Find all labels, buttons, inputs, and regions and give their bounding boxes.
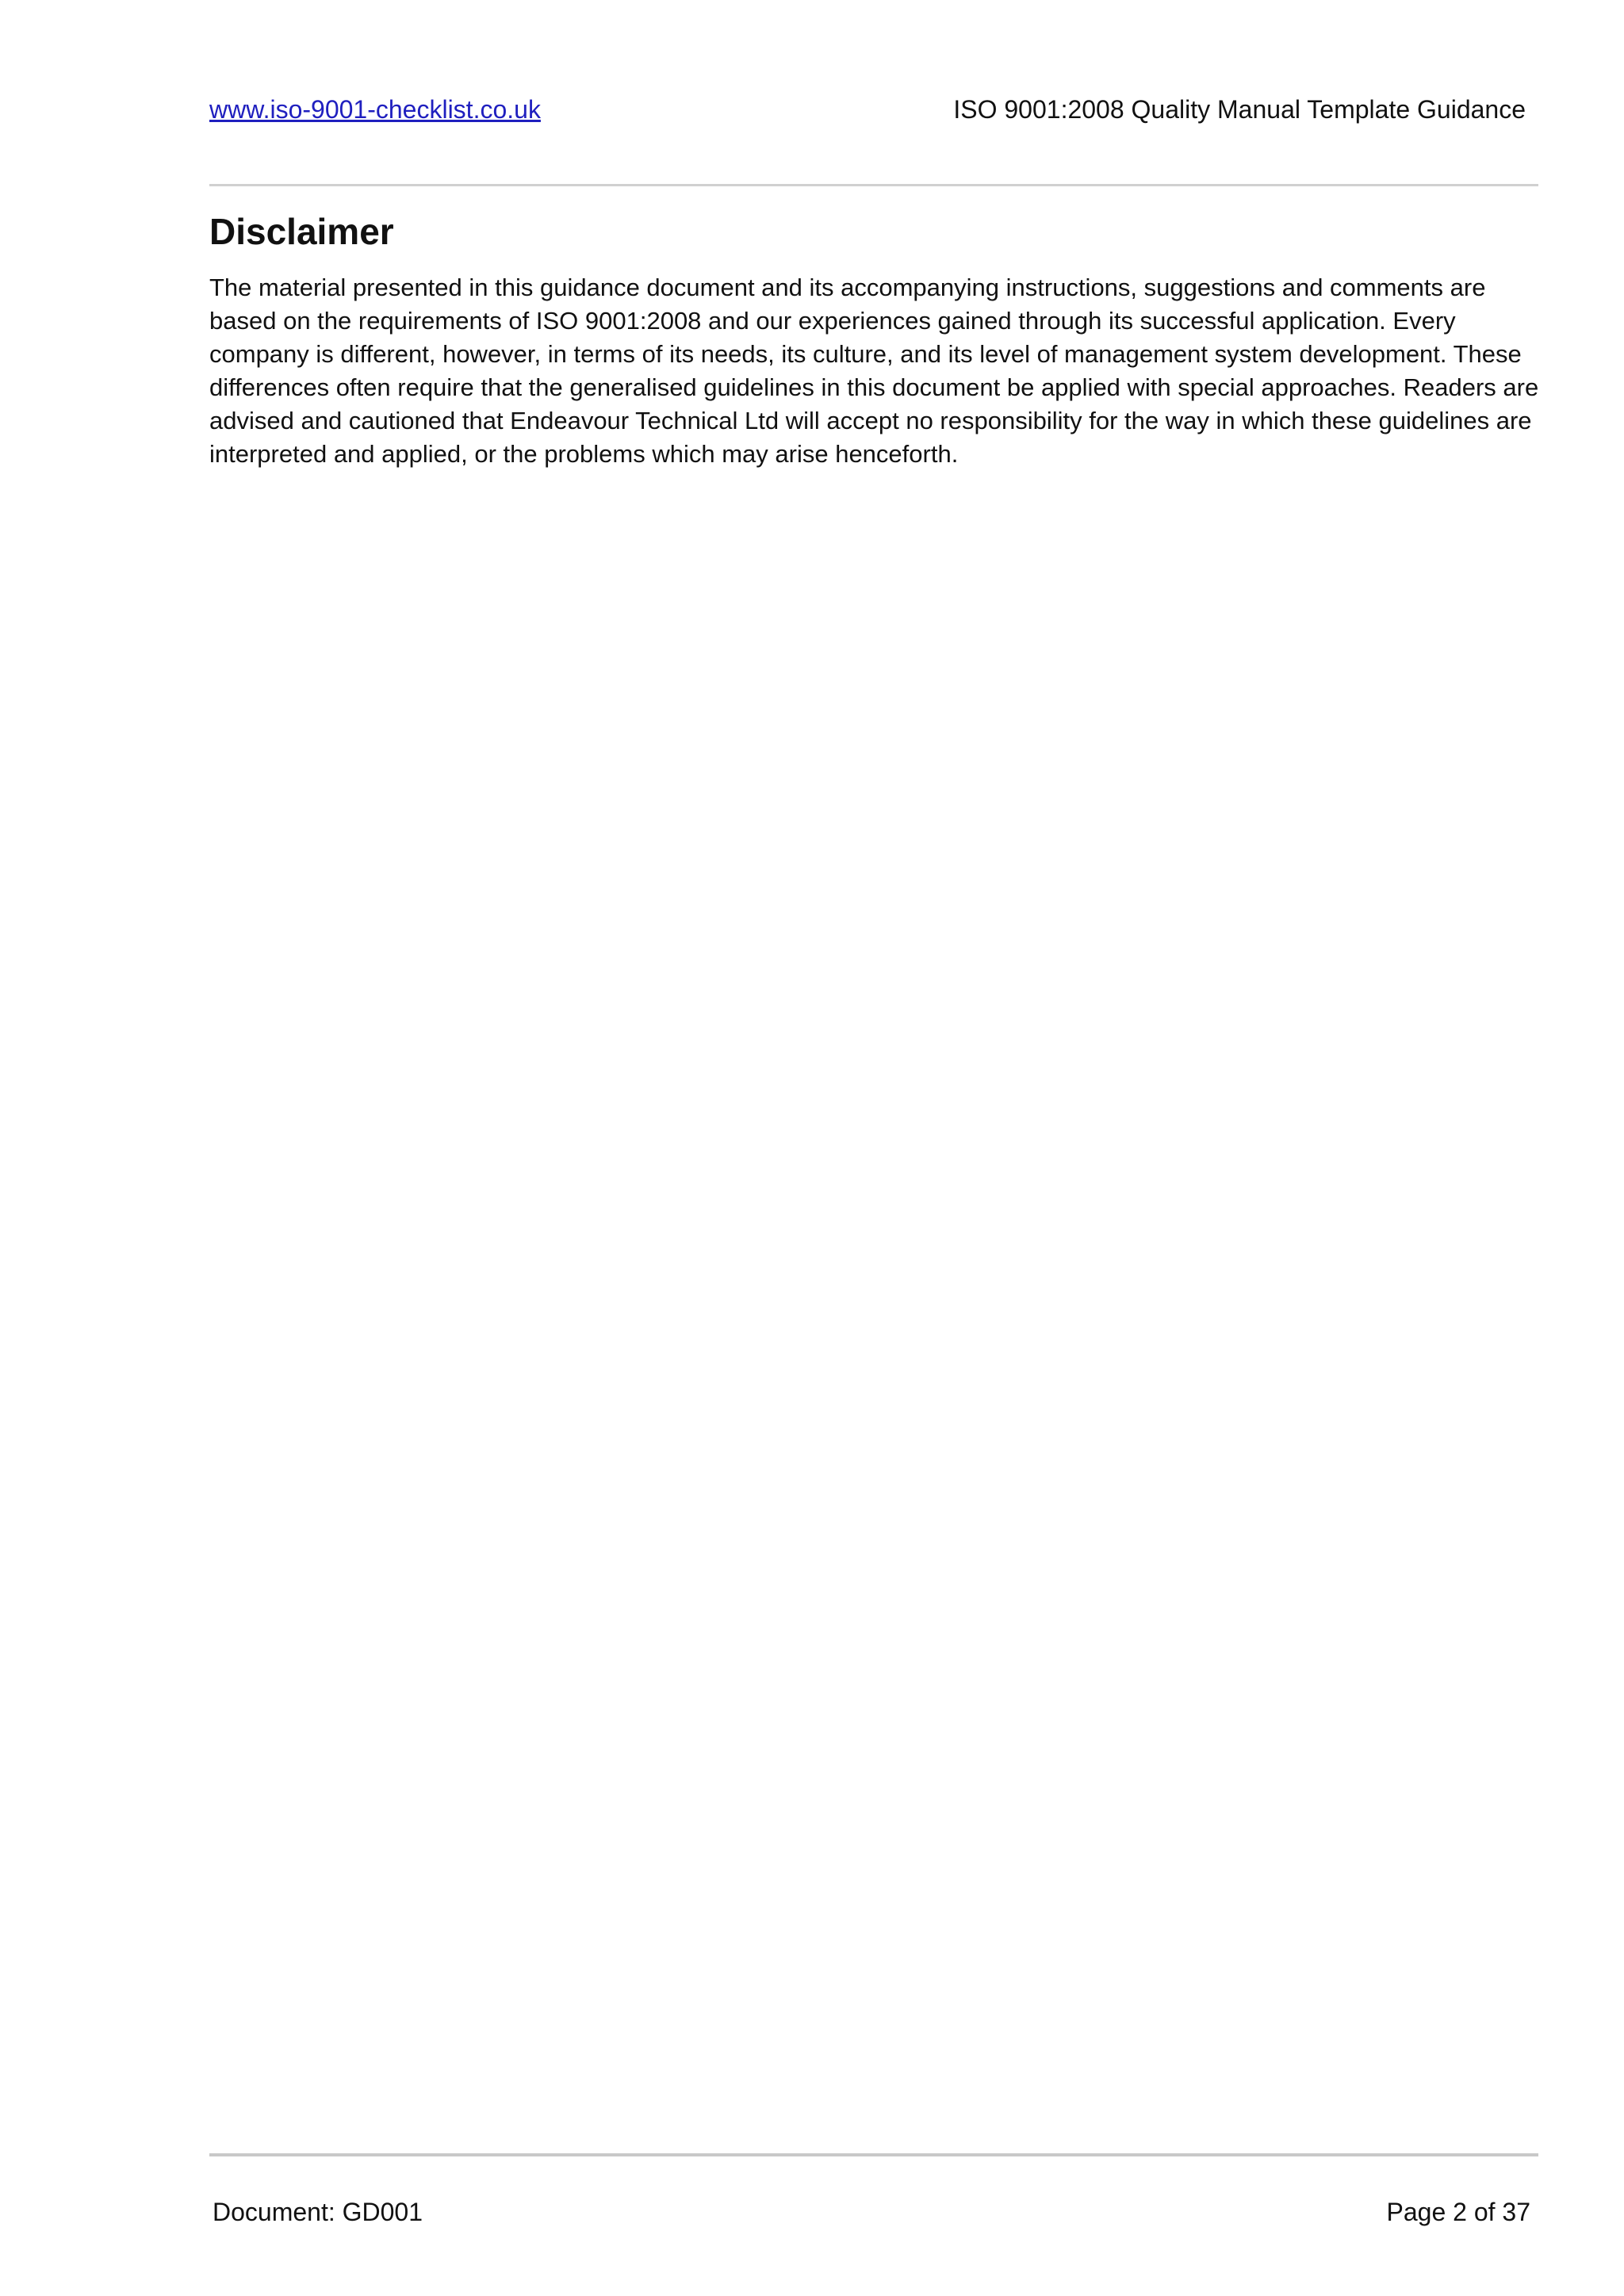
footer-divider [209, 2153, 1538, 2156]
disclaimer-paragraph: The material presented in this guidance document and its accompanying instructions, suggestions and comments are based on the requirements of ISO 9001:2008 and our experiences gained through its successful application. Every company is different, however, in terms of its needs, its culture, and its level of management system development. These differences often require that the generalised guidelines in this document be applied with special approaches. Readers are advised and cautioned that Endeavour Technical Ltd will accept no responsibility for the way in which these guidelines are interpreted and applied, or the problems which may arise henceforth. [209, 274, 1539, 468]
header-divider [209, 184, 1538, 186]
page-number: Page 2 of 37 [1386, 2198, 1530, 2226]
document-title: ISO 9001:2008 Quality Manual Template Guidance [953, 95, 1526, 124]
document-number: Document: GD001 [213, 2198, 423, 2226]
section-heading: Disclaimer [209, 211, 394, 252]
website-link[interactable]: www.iso-9001-checklist.co.uk [209, 95, 541, 124]
